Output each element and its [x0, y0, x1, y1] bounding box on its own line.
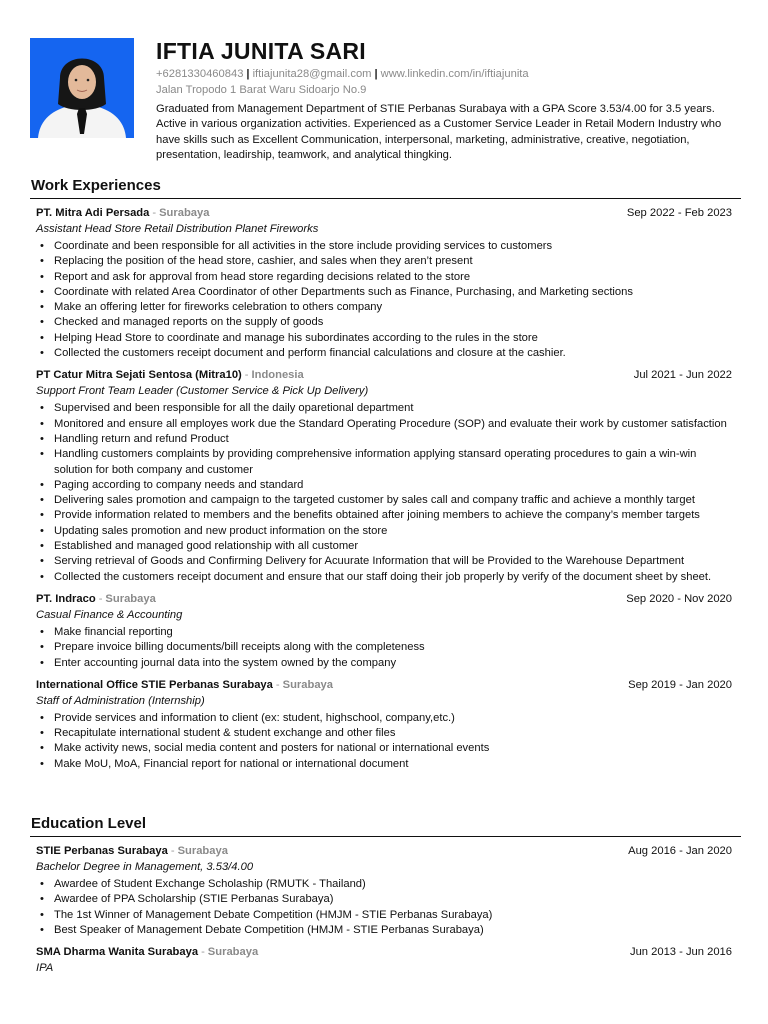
role-title: Staff of Administration (Internship) — [36, 694, 205, 707]
responsibility-list — [36, 711, 732, 772]
dash-separator: - — [98, 592, 103, 605]
date-range: Aug 2016 - Jan 2020 — [628, 845, 732, 857]
list-item: • Awardee of Student Exchange Scholaship (RMUTK - Thailand) — [36, 877, 732, 892]
work-entry — [36, 677, 732, 772]
list-item: • Replacing the position of the head store, cashier, and sales when they aren’t present — [36, 254, 732, 269]
entry-header — [36, 205, 732, 221]
dash-separator: - — [275, 678, 280, 691]
separator: | — [246, 68, 250, 80]
section-heading-text: Work Experiences — [31, 177, 161, 194]
address: Jalan Tropodo 1 Barat Waru Sidoarjo No.9 — [156, 84, 367, 96]
profile-summary: Graduated from Management Department of STIE Perbanas Surabaya with a GPA Score 3.53/4.00 for 3.5 years. Active in various organization activities. Experienced as a Customer Service Leader in Retail Modern Industry who have skills such as Excellent Communication, interpersonal, marketing, administrative, creative, negotiation, presentation, leadirship, teamwork, and analytical thingking. — [156, 103, 722, 161]
entry-header — [36, 367, 732, 383]
list-item: • Recapitulate international student & student exchange and other files — [36, 726, 732, 741]
location: Surabaya — [105, 592, 156, 605]
entry-title — [36, 677, 333, 693]
date-range: Jun 2013 - Jun 2016 — [629, 946, 732, 959]
list-item: • Provide information related to members and the benefits obtained after joining members to achieve the company’s member targets — [36, 508, 732, 523]
organization-name: PT. Mitra Adi Persada — [36, 207, 150, 219]
list-item: • Make an offering letter for fireworks celebration to others company — [36, 300, 732, 315]
organization-name: International Office STIE Perbanas Surabaya — [36, 678, 273, 691]
linkedin-link[interactable]: www.linkedin.com/in/iftiajunita — [380, 68, 529, 80]
education-entry — [36, 944, 732, 976]
list-item: • Serving retrieval of Goods and Confirming Delivery for Acuurate Information that will be Provided to the Warehouse Department — [36, 554, 732, 569]
email-link[interactable]: iftiajunita28@gmail.com — [252, 68, 372, 80]
work-entry — [36, 367, 732, 585]
list-item: • Coordinate with related Area Coordinator of other Departments such as Finance, Purchasing, and Marketing sections — [36, 285, 732, 300]
organization-name: STIE Perbanas Surabaya — [36, 845, 168, 857]
work-entry — [36, 591, 732, 671]
list-item: • Make activity news, social media content and posters for national or international events — [36, 741, 732, 756]
organization-name: PT Catur Mitra Sejati Sentosa (Mitra10) — [36, 369, 242, 382]
dash-separator: - — [152, 207, 157, 219]
section-heading-text: Education Level — [31, 815, 147, 832]
list-item: • Delivering sales promotion and campaign to the targeted customer by sales call and company traffic and achieve a monthly target — [36, 493, 732, 508]
entry-title — [36, 205, 209, 221]
list-item: • Prepare invoice billing documents/bill receipts along with the completeness — [36, 640, 732, 655]
list-item: • Collected the customers receipt document and ensure that our staff doing their job properly by verify of the document sheet by sheet. — [36, 570, 732, 585]
list-item: • Report and ask for approval from head store regarding decisions related to the store — [36, 270, 732, 285]
list-item: • Collected the customers receipt document and perform financial calculations and closure at the cashier. — [36, 346, 732, 361]
list-item: • Established and managed good relationship with all customer — [36, 539, 732, 554]
date-range: Sep 2022 - Feb 2023 — [626, 207, 732, 219]
entry-title — [36, 367, 304, 383]
list-item: • Paging according to company needs and standard — [36, 478, 732, 493]
profile-photo — [30, 38, 134, 138]
person-portrait-image — [30, 38, 134, 138]
dash-separator: - — [170, 845, 175, 857]
role-title: Support Front Team Leader (Customer Service & Pick Up Delivery) — [36, 385, 369, 398]
education-section-heading — [30, 815, 741, 837]
separator: | — [374, 68, 378, 80]
location: Indonesia — [251, 369, 304, 382]
location: Surabaya — [207, 946, 259, 959]
responsibility-list — [36, 239, 732, 361]
role-title: Assistant Head Store Retail Distribution Planet Fireworks — [36, 223, 319, 235]
responsibility-list — [36, 625, 732, 671]
organization-name: PT. Indraco — [36, 592, 96, 605]
location: Surabaya — [177, 845, 228, 857]
list-item: • Awardee of PPA Scholarship (STIE Perbanas Surabaya) — [36, 892, 732, 907]
list-item: • Make MoU, MoA, Financial report for national or international document — [36, 757, 732, 772]
entry-header — [36, 591, 732, 607]
entry-title — [36, 591, 156, 607]
contact-line — [156, 67, 740, 82]
work-entry — [36, 205, 732, 361]
list-item: • The 1st Winner of Management Debate Competition (HMJM - STIE Perbanas Surabaya) — [36, 908, 732, 923]
entry-header — [36, 944, 732, 960]
list-item: • Coordinate and been responsible for all activities in the store include providing services to customers — [36, 239, 732, 254]
dash-separator: - — [244, 369, 249, 382]
phone-number: +6281330460843 — [156, 68, 244, 80]
responsibility-list — [36, 401, 732, 585]
list-item: • Handling return and refund Product — [36, 432, 732, 447]
work-section-heading — [30, 177, 741, 199]
date-range: Sep 2019 - Jan 2020 — [628, 678, 732, 691]
entry-header — [36, 843, 732, 859]
entry-header — [36, 677, 732, 693]
list-item: • Best Speaker of Management Debate Competition (HMJM - STIE Perbanas Surabaya) — [36, 923, 732, 938]
date-range: Sep 2020 - Nov 2020 — [626, 592, 732, 605]
entry-title — [36, 944, 258, 960]
candidate-name: IFTIA JUNITA SARI — [156, 38, 366, 64]
responsibility-list — [36, 877, 732, 938]
education-entry — [36, 843, 732, 938]
list-item: • Make financial reporting — [36, 625, 732, 640]
education-list — [36, 843, 732, 982]
list-item: • Handling customers complaints by providing comprehensive information applying stansard operating procedures to gain a win-win solution for both company and customer — [36, 447, 732, 478]
location: Surabaya — [282, 678, 333, 691]
list-item: • Supervised and been responsible for all the daily oparetional department — [36, 401, 732, 416]
list-item: • Monitored and ensure all employes work due the Standard Operating Procedure (SOP) and evaluate their work by customer satisfaction — [36, 417, 732, 432]
list-item: • Enter accounting journal data into the system owned by the company — [36, 656, 732, 671]
role-title: Casual Finance & Accounting — [36, 608, 183, 621]
work-experience-list — [36, 205, 732, 778]
organization-name: SMA Dharma Wanita Surabaya — [36, 946, 199, 959]
role-title: Bachelor Degree in Management, 3.53/4.00 — [36, 861, 254, 873]
header — [156, 38, 740, 163]
role-title: IPA — [36, 962, 54, 975]
location: Surabaya — [159, 207, 210, 219]
dash-separator: - — [201, 946, 205, 959]
list-item: • Updating sales promotion and new product information on the store — [36, 524, 732, 539]
entry-title — [36, 843, 228, 859]
date-range: Jul 2021 - Jun 2022 — [633, 369, 732, 382]
list-item: • Checked and managed reports on the supply of goods — [36, 315, 732, 330]
list-item: • Provide services and information to client (ex: student, highschool, company,etc.) — [36, 711, 732, 726]
list-item: • Helping Head Store to coordinate and manage his subordinates according to the rules in the store — [36, 331, 732, 346]
